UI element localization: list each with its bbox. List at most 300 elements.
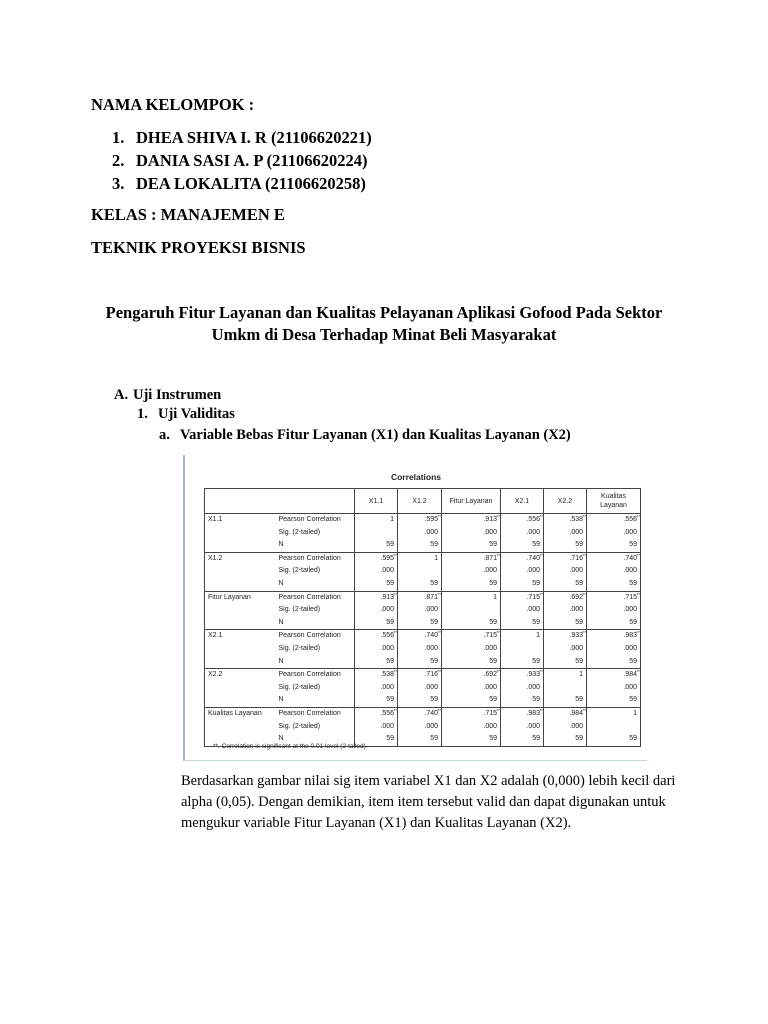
row-label: X2.1 — [205, 630, 276, 643]
table-row — [205, 707, 641, 720]
cell-value: .983 — [623, 632, 637, 640]
table-cell — [355, 630, 398, 643]
table-cell — [544, 591, 587, 604]
document-title: Pengaruh Fitur Layanan dan Kualitas Pelayanan Aplikasi Gofood Pada Sektor Umkm di Desa Terhadap Minat Beli Masyarakat — [105, 303, 663, 344]
table-row — [205, 682, 641, 695]
cell-value: .000 — [380, 606, 394, 614]
table-cell — [544, 565, 587, 578]
stat-label: Sig. (2-tailed) — [278, 683, 321, 691]
significance-mark: ** — [393, 630, 397, 636]
table-cell — [544, 630, 587, 643]
cell-value: .000 — [569, 567, 583, 575]
cell-value: 59 — [575, 696, 583, 704]
cell-value: .000 — [526, 567, 540, 575]
table-cell — [398, 514, 442, 527]
table-cell — [442, 707, 501, 720]
cell-value: .716 — [424, 671, 438, 679]
table-cell — [355, 604, 398, 617]
cell-value: 59 — [386, 735, 394, 743]
cell-value: 1 — [536, 632, 540, 640]
table-cell — [544, 669, 587, 682]
cell-value: .984 — [569, 709, 583, 717]
cell-value: 59 — [575, 541, 583, 549]
stat-label: Pearson Correlation — [278, 632, 341, 640]
cell-value: .000 — [380, 683, 394, 691]
table-cell — [587, 552, 641, 565]
cell-value: .000 — [483, 528, 497, 536]
row-label — [205, 578, 276, 591]
cell-value: .000 — [380, 567, 394, 575]
table-cell — [501, 539, 544, 552]
table-cell — [398, 733, 442, 746]
list-number: 1. — [112, 128, 125, 147]
table-cell — [442, 733, 501, 746]
table-row — [205, 630, 641, 643]
cell-value: 1 — [579, 671, 583, 679]
cell-value: .556 — [380, 709, 394, 717]
table-cell — [398, 604, 442, 617]
table-row — [205, 578, 641, 591]
row-label — [205, 604, 276, 617]
cell-value: 59 — [489, 735, 497, 743]
cell-value: .000 — [526, 606, 540, 614]
significance-mark: ** — [393, 591, 397, 597]
row-label: Kualitas Layanan — [205, 707, 276, 720]
section-1 — [137, 406, 235, 423]
row-label — [205, 656, 276, 669]
stat-label: Pearson Correlation — [278, 671, 341, 679]
course-name: TEKNIK PROYEKSI BISNIS — [91, 238, 306, 257]
table-cell — [587, 669, 641, 682]
class-line: KELAS : MANAJEMEN E — [91, 205, 285, 224]
table-cell — [398, 630, 442, 643]
table-cell — [587, 591, 641, 604]
table-cell — [442, 527, 501, 540]
table-cell — [398, 669, 442, 682]
table-cell — [501, 604, 544, 617]
table-cell — [442, 539, 501, 552]
cell-value: 59 — [575, 618, 583, 626]
table-cell — [355, 552, 398, 565]
table-footnote: **. Correlation is significant at the 0.01 level (2-tailed). — [213, 743, 368, 750]
table-cell — [587, 630, 641, 643]
section-marker: a. — [159, 427, 170, 443]
cell-value: .000 — [483, 683, 497, 691]
member-name: DANIA SASI A. P (21106620224) — [136, 151, 368, 170]
table-row — [205, 591, 641, 604]
table-cell — [442, 604, 501, 617]
table-cell — [501, 630, 544, 643]
table-cell — [587, 539, 641, 552]
significance-mark: ** — [636, 591, 640, 597]
list-item — [112, 172, 372, 195]
cell-value: 59 — [430, 657, 438, 665]
cell-value: .913 — [380, 593, 394, 601]
row-label — [205, 617, 276, 630]
significance-mark: ** — [393, 707, 397, 713]
table-cell — [355, 643, 398, 656]
table-cell — [442, 669, 501, 682]
table-cell — [398, 617, 442, 630]
row-label — [205, 694, 276, 707]
table-cell — [501, 643, 544, 656]
cell-value: .740 — [424, 709, 438, 717]
cell-value: .715 — [526, 593, 540, 601]
table-cell — [355, 617, 398, 630]
cell-value: .715 — [483, 632, 497, 640]
table-row — [205, 694, 641, 707]
significance-mark: ** — [539, 591, 543, 597]
table-cell — [501, 721, 544, 734]
cell-value: 59 — [386, 657, 394, 665]
table-cell — [442, 682, 501, 695]
table-cell — [355, 656, 398, 669]
cell-value: .871 — [483, 554, 497, 562]
table-cell — [544, 721, 587, 734]
stat-label: Sig. (2-tailed) — [278, 606, 321, 614]
significance-mark: ** — [636, 630, 640, 636]
cell-value: 59 — [430, 696, 438, 704]
table-cell — [442, 552, 501, 565]
table-cell — [587, 733, 641, 746]
column-header: X1.1 — [355, 489, 398, 514]
cell-value: 59 — [629, 541, 637, 549]
table-row — [205, 552, 641, 565]
member-list — [112, 126, 372, 195]
stat-label: Pearson Correlation — [278, 593, 341, 601]
table-cell — [501, 733, 544, 746]
significance-mark: ** — [496, 669, 500, 675]
cell-value: 59 — [575, 579, 583, 587]
cell-value: 59 — [430, 735, 438, 743]
cell-value: 59 — [629, 735, 637, 743]
table-cell — [355, 539, 398, 552]
table-cell — [544, 552, 587, 565]
cell-value: .692 — [483, 671, 497, 679]
table-cell — [501, 527, 544, 540]
table-cell — [501, 617, 544, 630]
cell-value: .556 — [380, 632, 394, 640]
cell-value: .595 — [380, 554, 394, 562]
cell-value: .556 — [526, 516, 540, 523]
table-cell — [544, 682, 587, 695]
table-cell — [587, 514, 641, 527]
cell-value: .740 — [424, 632, 438, 640]
member-name: DEA LOKALITA (21106620258) — [136, 174, 366, 193]
section-heading: Uji Instrumen — [133, 387, 222, 403]
cell-value: 59 — [629, 696, 637, 704]
cell-value: 59 — [489, 579, 497, 587]
cell-value: .000 — [569, 528, 583, 536]
column-header: X2.1 — [501, 489, 544, 514]
conclusion-paragraph: Berdasarkan gambar nilai sig item variabel X1 dan X2 adalah (0,000) lebih kecil dari alpha (0,05). Dengan demikian, item item tersebut valid dan dapat digunakan untuk mengukur variable Fitur Layanan (X1) dan Kualitas Layanan (X2). — [181, 773, 676, 831]
correlations-table — [204, 488, 641, 747]
table-cell — [398, 565, 442, 578]
cell-value: .000 — [569, 644, 583, 652]
cell-value: .000 — [424, 606, 438, 614]
table-cell — [355, 578, 398, 591]
significance-mark: ** — [437, 514, 441, 519]
table-cell — [587, 707, 641, 720]
cell-value: .983 — [526, 709, 540, 717]
section-marker: A. — [114, 387, 129, 403]
table-cell — [355, 694, 398, 707]
table-corner — [205, 489, 276, 514]
cell-value: .595 — [424, 516, 438, 523]
table-cell — [587, 656, 641, 669]
group-label: NAMA KELOMPOK : — [91, 95, 255, 114]
table-cell — [355, 591, 398, 604]
cell-value: .000 — [424, 528, 438, 536]
cell-value: .000 — [623, 606, 637, 614]
significance-mark: ** — [393, 669, 397, 675]
column-header: X1.2 — [398, 489, 442, 514]
significance-mark: ** — [393, 552, 397, 558]
table-cell — [398, 552, 442, 565]
table-cell — [398, 578, 442, 591]
significance-mark: ** — [496, 707, 500, 713]
table-cell — [544, 707, 587, 720]
table-cell — [544, 539, 587, 552]
row-label — [205, 721, 276, 734]
significance-mark: ** — [582, 552, 586, 558]
table-cell — [544, 694, 587, 707]
table-cell — [544, 604, 587, 617]
table-cell — [398, 591, 442, 604]
cell-value: .000 — [483, 722, 497, 730]
cell-value: 59 — [386, 618, 394, 626]
table-cell — [355, 527, 398, 540]
table-cell — [587, 682, 641, 695]
table-row — [205, 514, 641, 527]
significance-mark: ** — [437, 669, 441, 675]
section-a — [114, 387, 221, 404]
cell-value: .000 — [623, 683, 637, 691]
cell-value: .000 — [623, 528, 637, 536]
table-cell — [442, 578, 501, 591]
cell-value: 59 — [489, 657, 497, 665]
list-item — [112, 149, 372, 172]
table-cell — [501, 565, 544, 578]
table-cell — [398, 694, 442, 707]
cell-value: 59 — [532, 541, 540, 549]
row-label — [205, 565, 276, 578]
table-cell — [442, 565, 501, 578]
cell-value: .871 — [424, 593, 438, 601]
significance-mark: ** — [582, 591, 586, 597]
table-row — [205, 565, 641, 578]
cell-value: 1 — [633, 709, 637, 717]
cell-value: 59 — [629, 657, 637, 665]
cell-value: .538 — [569, 516, 583, 523]
row-label — [205, 643, 276, 656]
stat-label: Pearson Correlation — [278, 554, 341, 562]
table-cell — [544, 617, 587, 630]
significance-mark: ** — [496, 552, 500, 558]
row-label: X1.2 — [205, 552, 276, 565]
cell-value: 59 — [575, 657, 583, 665]
table-cell — [587, 578, 641, 591]
row-label: X1.1 — [205, 514, 276, 527]
table-cell — [501, 656, 544, 669]
cell-value: .715 — [623, 593, 637, 601]
stat-label: N — [276, 694, 355, 707]
table-row — [205, 604, 641, 617]
cell-value: .000 — [483, 567, 497, 575]
cell-value: .000 — [569, 606, 583, 614]
significance-mark: ** — [496, 514, 500, 519]
significance-mark: ** — [582, 630, 586, 636]
table-cell — [355, 682, 398, 695]
table-corner — [276, 489, 355, 514]
table-cell — [398, 682, 442, 695]
significance-mark: ** — [539, 707, 543, 713]
list-item — [112, 126, 372, 149]
table-cell — [544, 656, 587, 669]
cell-value: .000 — [380, 722, 394, 730]
table-cell — [398, 721, 442, 734]
significance-mark: ** — [539, 514, 543, 519]
table-row — [205, 617, 641, 630]
row-label — [205, 527, 276, 540]
cell-value: .538 — [380, 671, 394, 679]
cell-value: .000 — [424, 644, 438, 652]
cell-value: .000 — [424, 683, 438, 691]
cell-value: 59 — [489, 541, 497, 549]
stat-label: N — [276, 733, 355, 746]
stat-label: Sig. (2-tailed) — [278, 567, 321, 575]
table-cell — [544, 643, 587, 656]
cell-value: .740 — [526, 554, 540, 562]
cell-value: .933 — [526, 671, 540, 679]
cell-value: .000 — [424, 722, 438, 730]
stat-label: N — [276, 617, 355, 630]
row-label: X2.2 — [205, 669, 276, 682]
cell-value: .913 — [483, 516, 497, 523]
cell-value: 59 — [386, 696, 394, 704]
correlations-title: Correlations — [390, 472, 442, 482]
cell-value: .000 — [623, 644, 637, 652]
table-cell — [355, 707, 398, 720]
cell-value: 59 — [532, 579, 540, 587]
significance-mark: ** — [636, 514, 640, 519]
table-row — [205, 721, 641, 734]
column-header: X2.2 — [544, 489, 587, 514]
table-row — [205, 643, 641, 656]
cell-value: 59 — [430, 618, 438, 626]
significance-mark: ** — [582, 707, 586, 713]
table-cell — [398, 527, 442, 540]
section-1a — [159, 427, 571, 444]
table-cell — [442, 694, 501, 707]
cell-value: 59 — [629, 618, 637, 626]
stat-label: N — [276, 578, 355, 591]
stat-label: N — [276, 539, 355, 552]
cell-value: 1 — [493, 593, 497, 601]
table-cell — [501, 694, 544, 707]
table-cell — [501, 552, 544, 565]
cell-value: .000 — [623, 567, 637, 575]
table-cell — [442, 643, 501, 656]
table-cell — [544, 578, 587, 591]
stat-label: Sig. (2-tailed) — [278, 644, 321, 652]
section-heading: Variable Bebas Fitur Layanan (X1) dan Kualitas Layanan (X2) — [180, 427, 571, 443]
table-cell — [398, 707, 442, 720]
cell-value: .556 — [623, 516, 637, 523]
cell-value: .716 — [569, 554, 583, 562]
correlations-screenshot — [183, 455, 647, 761]
cell-value: 59 — [532, 657, 540, 665]
table-cell — [587, 527, 641, 540]
stat-label: Pearson Correlation — [278, 709, 341, 717]
cell-value: .000 — [526, 528, 540, 536]
cell-value: .000 — [526, 722, 540, 730]
cell-value: .000 — [483, 644, 497, 652]
stat-label: N — [276, 656, 355, 669]
table-row — [205, 656, 641, 669]
table-cell — [442, 591, 501, 604]
table-cell — [355, 721, 398, 734]
significance-mark: ** — [636, 669, 640, 675]
table-cell — [501, 682, 544, 695]
significance-mark: ** — [636, 552, 640, 558]
stat-label: Sig. (2-tailed) — [278, 722, 321, 730]
cell-value: 59 — [629, 579, 637, 587]
cell-value: .715 — [483, 709, 497, 717]
cell-value: 59 — [430, 541, 438, 549]
cell-value: .933 — [569, 632, 583, 640]
significance-mark: ** — [437, 707, 441, 713]
list-number: 3. — [112, 174, 125, 193]
significance-mark: ** — [539, 669, 543, 675]
table-cell — [587, 643, 641, 656]
table-cell — [442, 514, 501, 527]
list-number: 2. — [112, 151, 125, 170]
cell-value: 59 — [489, 696, 497, 704]
cell-value: .000 — [569, 722, 583, 730]
column-header: Kualitas Layanan — [587, 489, 641, 514]
significance-mark: ** — [437, 591, 441, 597]
table-cell — [442, 721, 501, 734]
stat-label: Pearson Correlation — [278, 516, 341, 523]
table-row — [205, 669, 641, 682]
cell-value: 59 — [386, 541, 394, 549]
cell-value: 59 — [489, 618, 497, 626]
table-cell — [587, 617, 641, 630]
table-cell — [442, 630, 501, 643]
member-name: DHEA SHIVA I. R (21106620221) — [136, 128, 372, 147]
cell-value: 59 — [532, 696, 540, 704]
significance-mark: ** — [582, 514, 586, 519]
table-cell — [544, 733, 587, 746]
table-cell — [398, 539, 442, 552]
table-cell — [501, 669, 544, 682]
cell-value: 59 — [532, 735, 540, 743]
section-marker: 1. — [137, 406, 148, 422]
row-label: Fitur Layanan — [205, 591, 276, 604]
cell-value: .984 — [623, 671, 637, 679]
table-row — [205, 539, 641, 552]
table-cell — [398, 656, 442, 669]
table-cell — [544, 527, 587, 540]
table-cell — [442, 617, 501, 630]
table-cell — [501, 591, 544, 604]
cell-value: .000 — [380, 644, 394, 652]
significance-mark: ** — [539, 552, 543, 558]
table-row — [205, 527, 641, 540]
table-cell — [355, 565, 398, 578]
row-label — [205, 539, 276, 552]
